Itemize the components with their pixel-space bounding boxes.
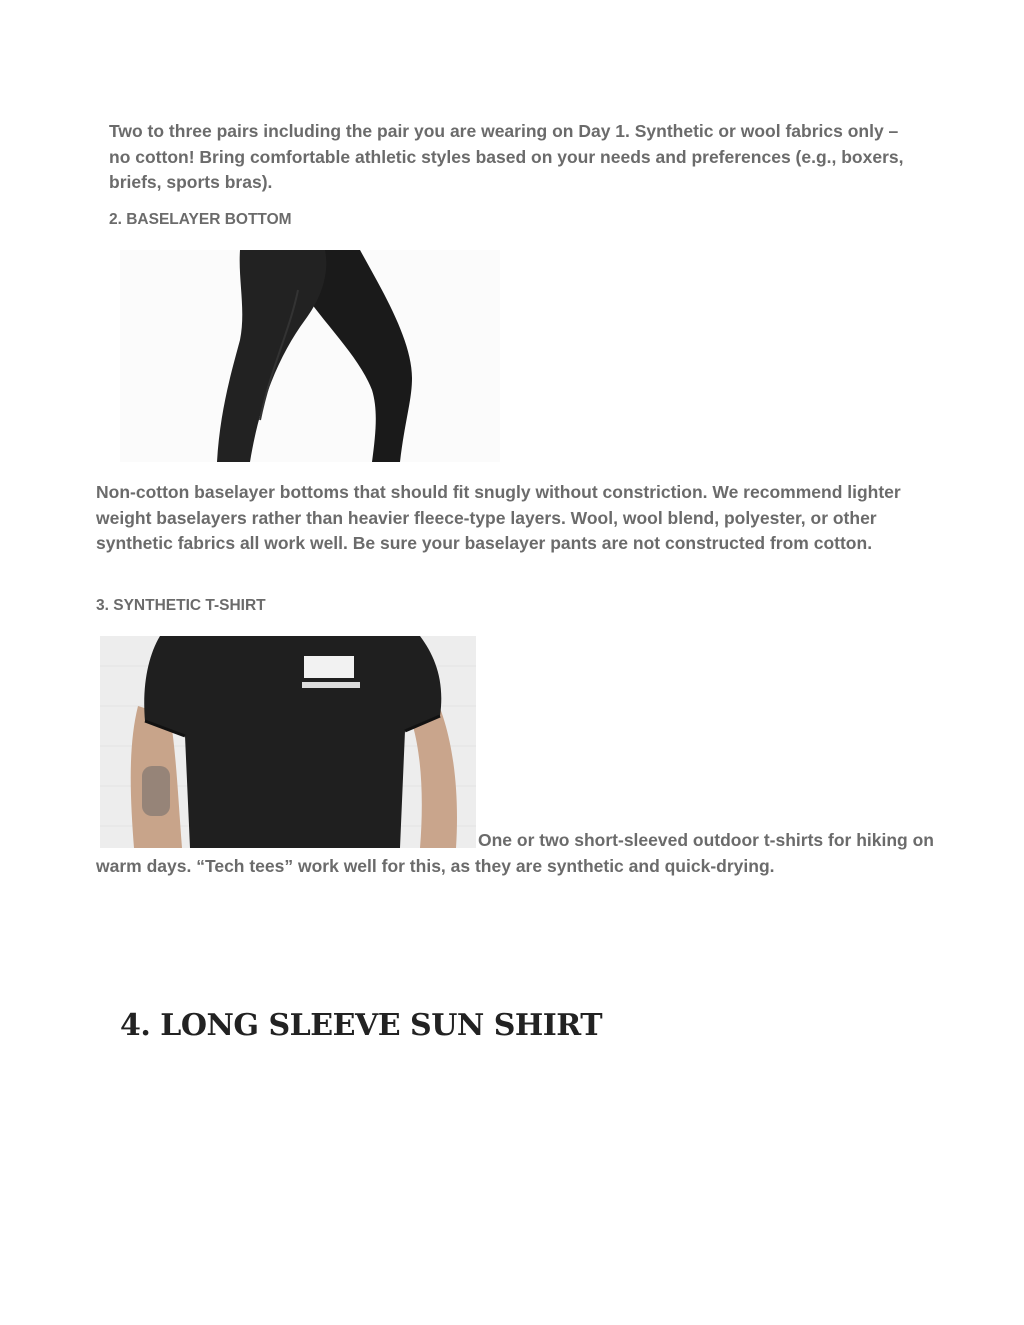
underwear-description: Two to three pairs including the pair you are wearing on Day 1. Synthetic or wool fabrics only – no cotton! Bring comfortable athletic styles based on your needs and preferences (e.g., boxers, briefs, sports bras).	[109, 121, 904, 192]
leggings-illustration	[120, 250, 500, 462]
synthetic-tshirt-description: One or two short-sleeved outdoor t-shirts for hiking on warm days. “Tech tees” work well for this, as they are synthetic and quick-drying.	[96, 830, 934, 876]
baselayer-bottom-image	[120, 250, 500, 462]
tshirt-illustration	[100, 636, 476, 848]
baselayer-bottom-description: Non-cotton baselayer bottoms that should fit snugly without constriction. We recommend lighter weight baselayers rather than heavier fleece-type layers. Wool, wool blend, polyester, or other synthetic fabrics all work well. Be sure your baselayer pants are not constructed from cotton.	[96, 482, 901, 553]
baselayer-bottom-label: 2. BASELAYER BOTTOM	[109, 211, 292, 228]
synthetic-tshirt-image	[100, 636, 476, 848]
long-sleeve-sun-shirt-heading: 4. LONG SLEEVE SUN SHIRT	[120, 1008, 603, 1043]
synthetic-tshirt-label: 3. SYNTHETIC T-SHIRT	[96, 597, 266, 614]
